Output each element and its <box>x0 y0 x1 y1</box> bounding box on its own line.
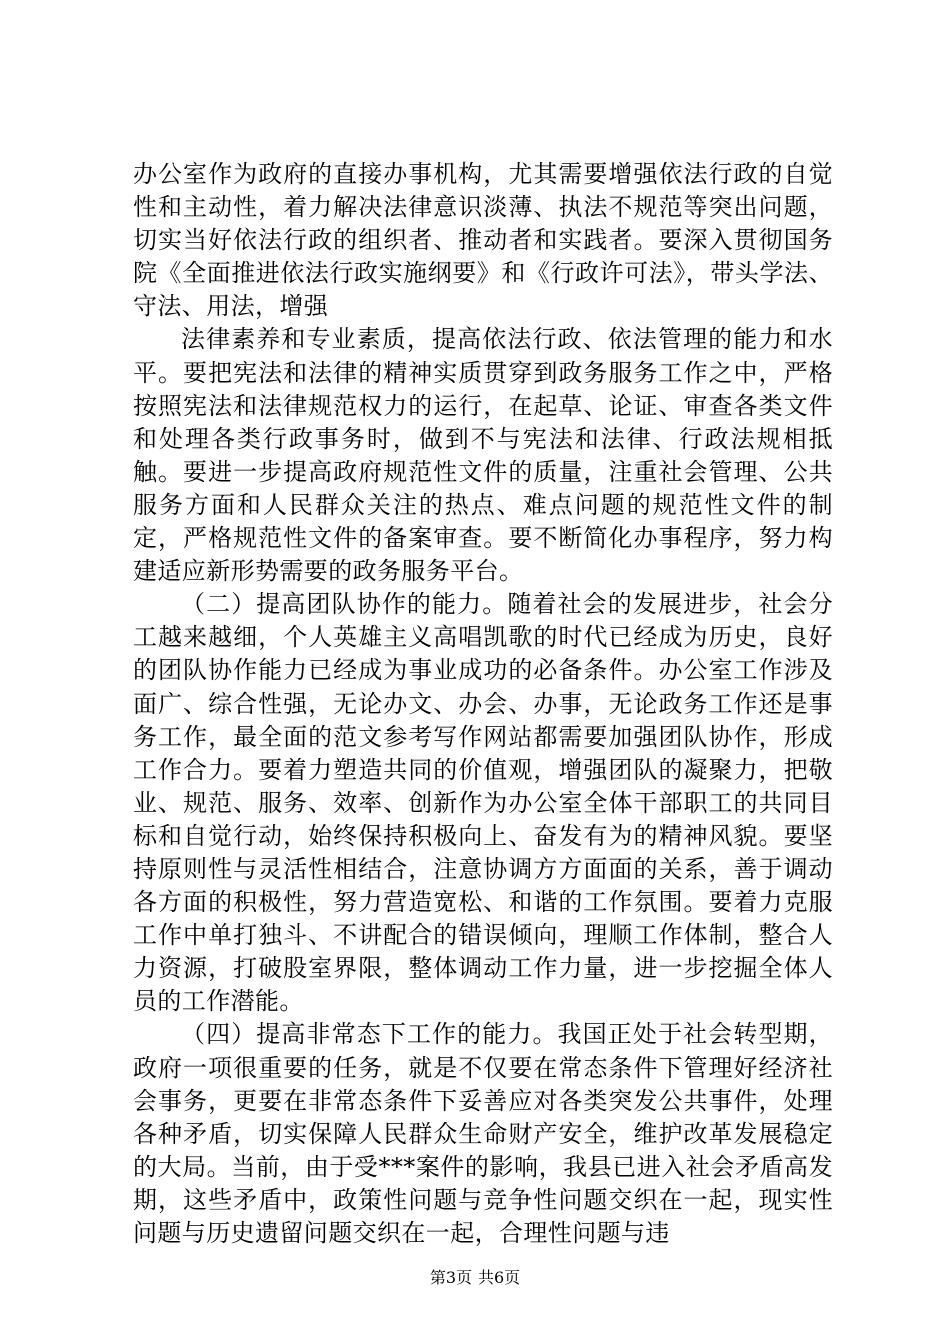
paragraph-emergency-ability: （四）提高非常态下工作的能力。我国正处于社会转型期，政府一项很重要的任务，就是不仅要在常态条件下管理好经济社会事务，更要在非常态条件下妥善应对各类突发公共事件，处理各种矛盾，切实保障人民群众生命财产安全，维护改革发展稳定的大局。当前，由于受***案件的影响，我县已进入社会矛盾高发期，这些矛盾中，政策性问题与竞争性问题交织在一起，现实性问题与历史遗留问题交织在一起，合理性问题与违 <box>133 1020 833 1247</box>
paragraph-teamwork: （二）提高团队协作的能力。随着社会的发展进步，社会分工越来越细，个人英雄主义高唱凯歌的时代已经成为历史，良好的团队协作能力已经成为事业成功的必备条件。办公室工作涉及面广、综合性强，无论办文、办会、办事，无论政务工作还是事务工作，最全面的范文参考写作网站都需要加强团队协作，形成工作合力。要着力塑造共同的价值观，增强团队的凝聚力，把敬业、规范、服务、效率、创新作为办公室全体干部职工的共同目标和自觉行动，始终保持积极向上、奋发有为的精神风貌。要坚持原则性与灵活性相结合，注意协调方方面面的关系，善于调动各方面的积极性，努力营造宽松、和谐的工作氛围。要着力克服工作中单打独斗、不讲配合的错误倾向，理顺工作体制，整合人力资源，打破股室界限，整体调动工作力量，进一步挖掘全体人员的工作潜能。 <box>133 590 833 1016</box>
page-total: 共6页 <box>478 1268 521 1287</box>
page-number: 第3页 <box>429 1268 472 1287</box>
paragraph-rule-of-law: 办公室作为政府的直接办事机构，尤其需要增强依法行政的自觉性和主动性，着力解决法律意识淡薄、执法不规范等突出问题，切实当好依法行政的组织者、推动者和实践者。要深入贯彻国务院《全面推进依法行政实施纲要》和《行政许可法》，带头学法、守法、用法，增强 <box>133 160 833 321</box>
page-footer <box>0 1268 950 1288</box>
paragraph-legal-literacy: 法律素养和专业素质，提高依法行政、依法管理的能力和水平。要把宪法和法律的精神实质贯穿到政务服务工作之中，严格按照宪法和法律规范权力的运行，在起草、论证、审查各类文件和处理各类行政事务时，做到不与宪法和法律、行政法规相抵触。要进一步提高政府规范性文件的质量，注重社会管理、公共服务方面和人民群众关注的热点、难点问题的规范性文件的制定，严格规范性文件的备案审查。要不断简化办事程序，努力构建适应新形势需要的政务服务平台。 <box>133 325 833 586</box>
document-body <box>133 158 833 1250</box>
